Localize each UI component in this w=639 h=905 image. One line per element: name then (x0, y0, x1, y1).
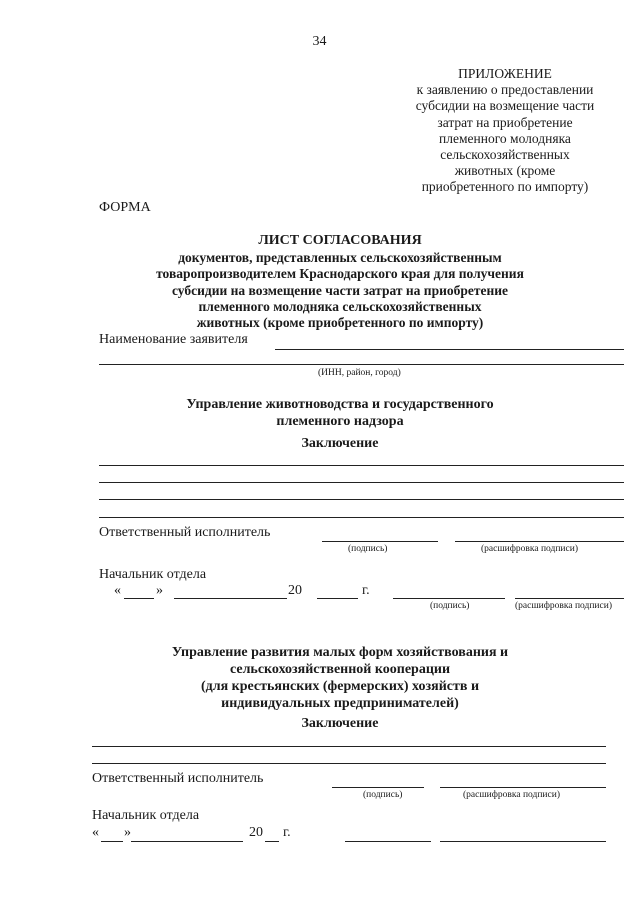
appendix-line: субсидии на возмещение части (415, 98, 595, 114)
document-title: ЛИСТ СОГЛАСОВАНИЯ (258, 233, 422, 248)
section1-head-decoding-hint: (расшифровка подписи) (515, 601, 612, 611)
section2-head-signature-field[interactable] (345, 841, 431, 842)
subtitle-line: субсидии на возмещение части затрат на приобретение (171, 282, 509, 298)
section2-title-line: (для крестьянских (фермерских) хозяйств и (200, 679, 480, 694)
appendix-line: животных (кроме (454, 163, 556, 179)
section1-year-suffix: г. (362, 583, 370, 598)
section1-head-signature-field[interactable] (393, 598, 505, 599)
section2-title-line: Управление развития малых форм хозяйствования и (171, 645, 509, 660)
section2-title (40, 644, 639, 712)
subtitle-line: животных (кроме приобретенного по импорту) (196, 315, 484, 331)
section2-title-line: индивидуальных предпринимателей) (221, 696, 459, 711)
section1-date-open-quote: « (114, 583, 121, 598)
applicant-hint: (ИНН, район, город) (318, 368, 401, 378)
section1-conclusion-line[interactable] (99, 499, 624, 500)
page-number: 34 (312, 34, 327, 49)
section2-head-decoding-field[interactable] (440, 841, 606, 842)
form-label: ФОРМА (99, 200, 151, 215)
section2-title-line: сельскохозяйственной кооперации (229, 662, 451, 677)
section2-year-prefix: 20 (249, 825, 263, 840)
section1-conclusion-line[interactable] (99, 517, 624, 518)
section1-executive-signature-field[interactable] (322, 541, 438, 542)
appendix-block (380, 66, 630, 196)
applicant-label: Наименование заявителя (99, 332, 248, 347)
section1-title (40, 396, 639, 430)
section2-decoding-hint: (расшифровка подписи) (463, 790, 560, 800)
subtitle-line: документов, представленных сельскохозяйственным (178, 250, 502, 265)
section1-year-prefix: 20 (288, 583, 302, 598)
appendix-title: ПРИЛОЖЕНИЕ (458, 66, 552, 81)
section2-year-suffix: г. (283, 825, 291, 840)
section1-executive-label: Ответственный исполнитель (99, 525, 271, 540)
section2-conclusion-line[interactable] (92, 763, 606, 764)
document-subtitle (60, 250, 620, 331)
section2-year-field[interactable] (265, 841, 279, 842)
section1-year-field[interactable] (317, 598, 358, 599)
section2-conclusion-line[interactable] (92, 746, 606, 747)
appendix-line: приобретенного по импорту) (421, 179, 589, 195)
appendix-line: затрат на приобретение (437, 114, 573, 130)
section1-head-signature-hint: (подпись) (430, 601, 470, 611)
section2-date-open-quote: « (92, 825, 99, 840)
section2-signature-hint: (подпись) (363, 790, 403, 800)
applicant-name-field[interactable] (275, 349, 624, 350)
section2-executive-label: Ответственный исполнитель (92, 771, 264, 786)
section2-head-label: Начальник отдела (92, 808, 200, 823)
section1-executive-decoding-field[interactable] (455, 541, 624, 542)
section1-head-decoding-field[interactable] (515, 598, 624, 599)
section2-executive-decoding-field[interactable] (440, 787, 606, 788)
section1-signature-hint: (подпись) (348, 544, 388, 554)
section2-conclusion-heading: Заключение (301, 716, 379, 731)
section1-conclusion-line[interactable] (99, 465, 624, 466)
appendix-line: сельскохозяйственных (440, 147, 570, 163)
applicant-details-field[interactable] (99, 364, 624, 365)
section2-month-field[interactable] (131, 841, 243, 842)
appendix-line: к заявлению о предоставлении (416, 82, 594, 98)
section1-decoding-hint: (расшифровка подписи) (481, 544, 578, 554)
subtitle-line: товаропроизводителем Краснодарского края для получения (156, 266, 524, 282)
section1-title-line: племенного надзора (276, 414, 404, 429)
section2-executive-signature-field[interactable] (332, 787, 424, 788)
appendix-line: племенного молодняка (439, 130, 571, 146)
section1-conclusion-heading: Заключение (301, 436, 379, 451)
section2-day-field[interactable] (101, 841, 123, 842)
section1-conclusion-line[interactable] (99, 482, 624, 483)
section1-title-line: Управление животноводства и государственного (186, 397, 494, 412)
section1-month-field[interactable] (174, 598, 287, 599)
subtitle-line: племенного молодняка сельскохозяйственных (198, 298, 482, 314)
section1-date-close-quote: » (156, 583, 163, 598)
section1-day-field[interactable] (124, 598, 154, 599)
section2-date-close-quote: » (124, 825, 131, 840)
section1-head-label: Начальник отдела (99, 567, 207, 582)
